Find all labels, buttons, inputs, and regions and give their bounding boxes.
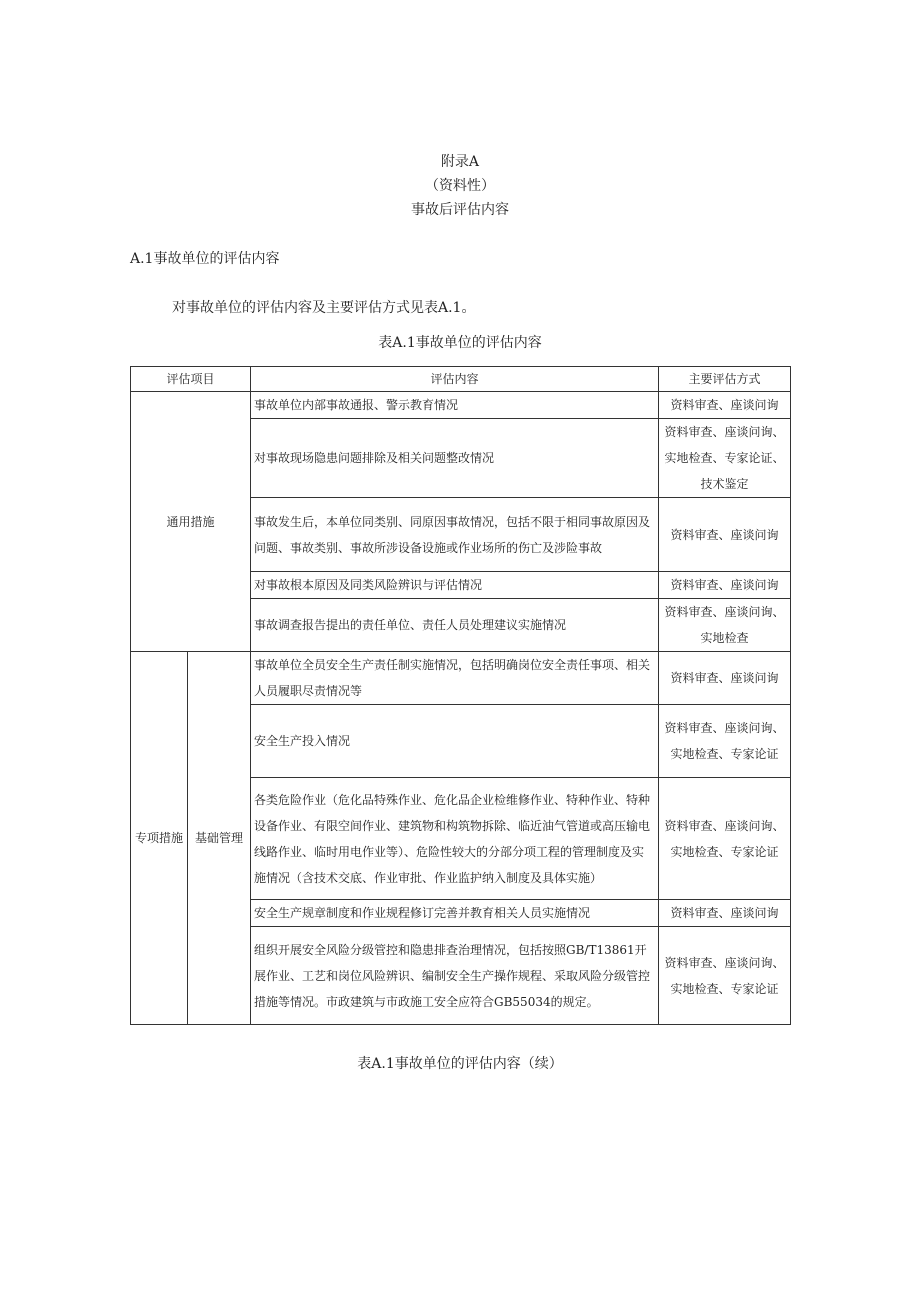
table-header-row <box>131 367 791 392</box>
assessment-table <box>130 366 791 1025</box>
section-intro: 对事故单位的评估内容及主要评估方式见表A.1。 <box>172 300 476 316</box>
row-content: 对事故现场隐患问题排除及相关问题整改情况 <box>251 419 659 498</box>
row-method: 资料审查、座谈问询 <box>659 900 791 927</box>
group-general: 通用措施 <box>131 392 251 652</box>
header-method: 主要评估方式 <box>659 367 791 392</box>
row-content: 事故调查报告提出的责任单位、责任人员处理建议实施情况 <box>251 599 659 652</box>
row-method: 资料审查、座谈问询、 实地检查、专家论证 <box>659 778 791 900</box>
row-method: 资料审查、座谈问询 <box>659 392 791 419</box>
table-caption-continued: 表A.1事故单位的评估内容（续） <box>357 1056 563 1072</box>
row-method: 资料审查、座谈问询 <box>659 652 791 705</box>
row-content: 事故单位内部事故通报、警示教育情况 <box>251 392 659 419</box>
row-content: 组织开展安全风险分级管控和隐患排查治理情况，包括按照GB/T13861开展作业、工艺和岗位风险辨识、编制安全生产操作规程、采取风险分级管控措施等情况。市政建筑与市政施工安全应符合GB55034的规定。 <box>251 927 659 1025</box>
table-caption: 表A.1事故单位的评估内容 <box>378 335 542 351</box>
row-content: 事故单位全员安全生产责任制实施情况，包括明确岗位安全责任事项、相关人员履职尽责情况等 <box>251 652 659 705</box>
row-content: 安全生产投入情况 <box>251 705 659 778</box>
table-row <box>131 392 791 419</box>
header-item: 评估项目 <box>131 367 251 392</box>
appendix-title: 附录A <box>440 154 480 170</box>
row-method: 资料审查、座谈问询、 实地检查、专家论证 <box>659 927 791 1025</box>
row-method: 资料审查、座谈问询、 实地检查、专家论证 <box>659 705 791 778</box>
section-title: A.1事故单位的评估内容 <box>130 251 280 267</box>
appendix-subject: 事故后评估内容 <box>411 202 509 218</box>
group-special: 专项措施 <box>131 652 188 1025</box>
row-content: 各类危险作业（危化品特殊作业、危化品企业检维修作业、特种作业、特种设备作业、有限空间作业、建筑物和构筑物拆除、临近油气管道或高压输电线路作业、临时用电作业等）、危险性较大的分部分项工程的管理制度及实施情况（含技术交底、作业审批、作业监护纳入制度及具体实施） <box>251 778 659 900</box>
row-method: 资料审查、座谈问询 <box>659 498 791 572</box>
row-method: 资料审查、座谈问询、 实地检查、专家论证、 技术鉴定 <box>659 419 791 498</box>
header-content: 评估内容 <box>251 367 659 392</box>
row-content: 对事故根本原因及同类风险辨识与评估情况 <box>251 572 659 599</box>
row-method: 资料审查、座谈问询 <box>659 572 791 599</box>
group-basic: 基础管理 <box>188 652 251 1025</box>
appendix-nature: （资料性） <box>425 178 495 194</box>
table-row <box>131 652 791 705</box>
row-method: 资料审查、座谈问询、 实地检查 <box>659 599 791 652</box>
row-content: 事故发生后，本单位同类别、同原因事故情况，包括不限于相同事故原因及问题、事故类别、事故所涉设备设施或作业场所的伤亡及涉险事故 <box>251 498 659 572</box>
row-content: 安全生产规章制度和作业规程修订完善并教育相关人员实施情况 <box>251 900 659 927</box>
